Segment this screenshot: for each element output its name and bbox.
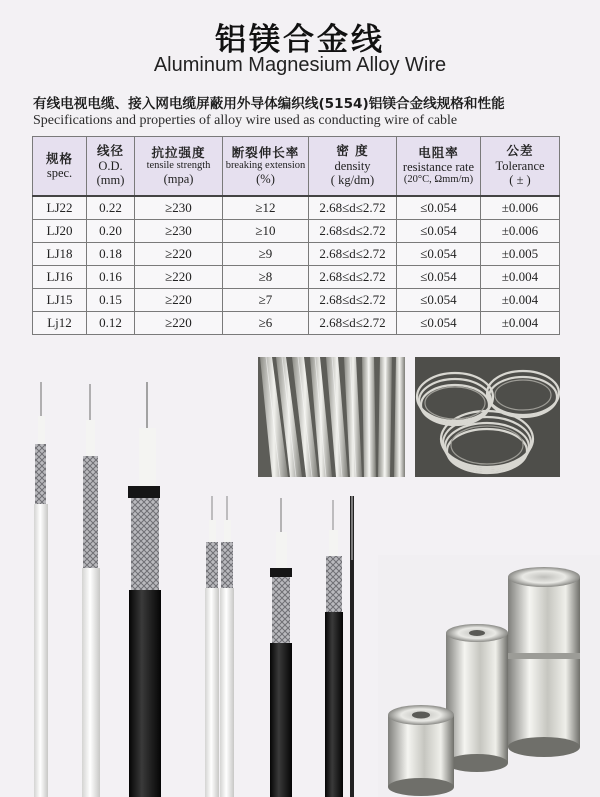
cell-extension: ≥7 bbox=[223, 289, 309, 312]
cell-density: 2.68≤d≤2.72 bbox=[309, 312, 397, 335]
header-unit: (mpa) bbox=[163, 172, 194, 187]
cell-tolerance: ±0.006 bbox=[481, 220, 560, 243]
cell-tensile: ≥220 bbox=[135, 243, 223, 266]
header-unit: (20°C, Ωmm/m) bbox=[403, 174, 474, 186]
header-cn: 规格 bbox=[45, 150, 73, 166]
spec-table bbox=[32, 136, 560, 335]
cell-spec: LJ20 bbox=[33, 220, 87, 243]
cell-extension: ≥9 bbox=[223, 243, 309, 266]
cell-tolerance: ±0.006 bbox=[481, 196, 560, 220]
header-en: Tolerance bbox=[495, 158, 545, 173]
column-header-spec bbox=[33, 137, 87, 197]
table-header-row bbox=[33, 137, 560, 197]
cell-resistance: ≤0.054 bbox=[397, 243, 481, 266]
cell-resistance: ≤0.054 bbox=[397, 289, 481, 312]
spool-middle bbox=[446, 624, 508, 772]
cell-density: 2.68≤d≤2.72 bbox=[309, 266, 397, 289]
cell-od: 0.22 bbox=[87, 196, 135, 220]
cell-tensile: ≥230 bbox=[135, 196, 223, 220]
column-header-extension bbox=[223, 137, 309, 197]
table-row bbox=[33, 243, 560, 266]
header-en: resistance rate bbox=[402, 159, 475, 174]
cell-extension: ≥10 bbox=[223, 220, 309, 243]
column-header-resistance bbox=[397, 137, 481, 197]
cell-resistance: ≤0.054 bbox=[397, 312, 481, 335]
cell-density: 2.68≤d≤2.72 bbox=[309, 289, 397, 312]
table-row bbox=[33, 289, 560, 312]
cell-tolerance: ±0.005 bbox=[481, 243, 560, 266]
header-cn: 线径 bbox=[96, 143, 124, 159]
header-cn: 断裂伸长率 bbox=[231, 144, 300, 160]
cell-extension: ≥12 bbox=[223, 196, 309, 220]
section-heading-cn: 有线电视电缆、接入网电缆屏蔽用外导体编织线(5154)铝镁合金线规格和性能 bbox=[33, 96, 505, 112]
cell-density: 2.68≤d≤2.72 bbox=[309, 220, 397, 243]
cell-spec: LJ16 bbox=[33, 266, 87, 289]
cell-tensile: ≥220 bbox=[135, 266, 223, 289]
cell-extension: ≥6 bbox=[223, 312, 309, 335]
coaxial-cables-illustration bbox=[0, 370, 380, 797]
page-title-cn: 铝镁合金线 bbox=[215, 22, 385, 58]
cell-spec: Lj12 bbox=[33, 312, 87, 335]
cell-od: 0.15 bbox=[87, 289, 135, 312]
column-header-od bbox=[87, 137, 135, 197]
table-row bbox=[33, 266, 560, 289]
header-cn: 密 度 bbox=[336, 143, 369, 159]
cell-tolerance: ±0.004 bbox=[481, 289, 560, 312]
wire-spools-illustration bbox=[378, 555, 600, 797]
cell-resistance: ≤0.054 bbox=[397, 266, 481, 289]
coax-cable-4 bbox=[205, 496, 219, 797]
header-cn: 抗拉强度 bbox=[151, 144, 206, 160]
header-unit: ( kg/dm) bbox=[330, 173, 375, 188]
cell-od: 0.16 bbox=[87, 266, 135, 289]
header-en: tensile strength bbox=[146, 159, 211, 171]
header-en: spec. bbox=[46, 166, 73, 180]
cell-tensile: ≥230 bbox=[135, 220, 223, 243]
wire-coils-photo bbox=[415, 357, 560, 477]
coax-cable-3 bbox=[128, 382, 161, 797]
cell-resistance: ≤0.054 bbox=[397, 220, 481, 243]
header-unit: ( ± ) bbox=[509, 173, 531, 188]
column-header-density bbox=[309, 137, 397, 197]
cell-density: 2.68≤d≤2.72 bbox=[309, 243, 397, 266]
cell-tensile: ≥220 bbox=[135, 312, 223, 335]
coax-cable-7 bbox=[325, 496, 352, 797]
column-header-tolerance bbox=[481, 137, 560, 197]
cell-spec: LJ22 bbox=[33, 196, 87, 220]
cell-od: 0.18 bbox=[87, 243, 135, 266]
page-title-en: Aluminum Magnesium Alloy Wire bbox=[153, 54, 447, 76]
header-unit: (mm) bbox=[96, 173, 125, 188]
header-en: O.D. bbox=[98, 158, 123, 173]
cell-od: 0.12 bbox=[87, 312, 135, 335]
coax-cable-1 bbox=[34, 382, 48, 797]
header-en: density bbox=[334, 158, 371, 173]
coax-cable-2 bbox=[82, 384, 100, 797]
coax-cable-6 bbox=[270, 498, 292, 797]
cell-tolerance: ±0.004 bbox=[481, 266, 560, 289]
cell-tensile: ≥220 bbox=[135, 289, 223, 312]
cell-density: 2.68≤d≤2.72 bbox=[309, 196, 397, 220]
header-en: breaking extension bbox=[225, 159, 306, 171]
cell-extension: ≥8 bbox=[223, 266, 309, 289]
header-cn: 电阻率 bbox=[418, 144, 459, 160]
table-row bbox=[33, 220, 560, 243]
cell-tolerance: ±0.004 bbox=[481, 312, 560, 335]
header-cn: 公差 bbox=[506, 143, 534, 159]
cell-spec: LJ18 bbox=[33, 243, 87, 266]
column-header-tensile bbox=[135, 137, 223, 197]
header-unit: (%) bbox=[256, 172, 275, 187]
spool-front bbox=[388, 705, 454, 796]
table-row bbox=[33, 196, 560, 220]
cell-resistance: ≤0.054 bbox=[397, 196, 481, 220]
cell-spec: LJ15 bbox=[33, 289, 87, 312]
table-row bbox=[33, 312, 560, 335]
spool-back bbox=[508, 567, 580, 757]
coax-cable-5 bbox=[220, 496, 234, 797]
wire-coils-image bbox=[415, 357, 560, 477]
section-heading-en: Specifications and properties of alloy wire used as conducting wire of cable bbox=[33, 113, 458, 128]
cell-od: 0.20 bbox=[87, 220, 135, 243]
